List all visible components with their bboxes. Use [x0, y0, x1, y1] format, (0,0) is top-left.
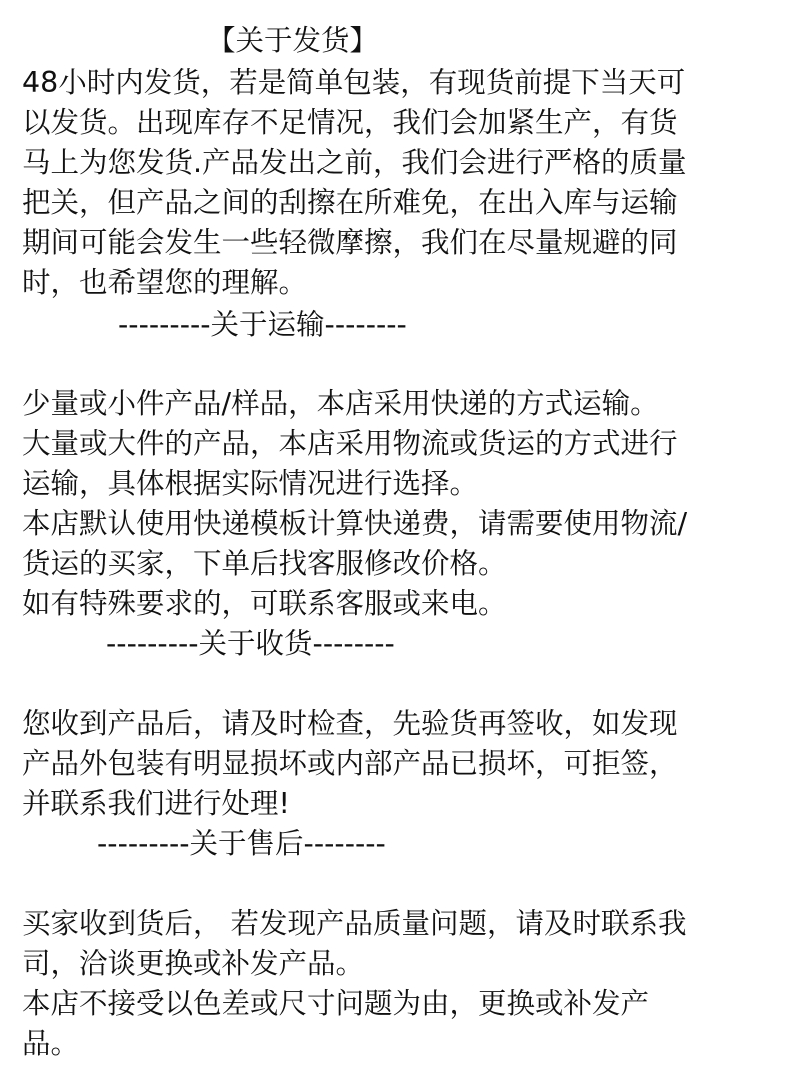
receiving-heading: ---------关于收货--------: [106, 627, 395, 660]
shipping-line-1: 48小时内发货，若是简单包装，有现货前提下当天可: [22, 66, 686, 99]
after-sales-line-4: 品。: [22, 1027, 80, 1060]
receiving-line-2: 产品外包装有明显损坏或内部产品已损坏，可拒签，: [22, 747, 678, 780]
transport-heading: ---------关于运输--------: [118, 308, 407, 341]
shipping-line-6: 时，也希望您的理解。: [22, 266, 308, 299]
after-sales-line-3: 本店不接受以色差或尺寸问题为由，更换或补发产: [22, 987, 650, 1020]
after-sales-line-2: 司，洽谈更换或补发产品。: [22, 947, 365, 980]
shipping-line-3: 马上为您发货.产品发出之前，我们会进行严格的质量: [22, 146, 687, 179]
transport-line-2: 大量或大件的产品，本店采用物流或货运的方式进行: [22, 427, 678, 460]
transport-line-4: 本店默认使用快递模板计算快递费，请需要使用物流/: [22, 507, 688, 540]
transport-line-3: 运输，具体根据实际情况进行选择。: [22, 467, 479, 500]
shipping-line-4: 把关，但产品之间的刮擦在所难免，在出入库与运输: [22, 186, 678, 219]
transport-line-5: 货运的买家，下单后找客服修改价格。: [22, 547, 507, 580]
receiving-line-3: 并联系我们进行处理!: [22, 787, 290, 820]
shipping-heading: 【关于发货】: [207, 24, 379, 57]
after-sales-line-1: 买家收到货后， 若发现产品质量问题，请及时联系我: [22, 907, 687, 940]
shipping-line-2: 以发货。出现库存不足情况，我们会加紧生产，有货: [22, 106, 678, 139]
receiving-line-1: 您收到产品后，请及时检查，先验货再签收，如发现: [22, 707, 678, 740]
after-sales-heading: ---------关于售后--------: [97, 827, 386, 860]
shipping-line-5: 期间可能会发生一些轻微摩擦，我们在尽量规避的同: [22, 226, 678, 259]
transport-line-6: 如有特殊要求的，可联系客服或来电。: [22, 587, 507, 620]
transport-line-1: 少量或小件产品/样品，本店采用快递的方式运输。: [22, 387, 659, 420]
